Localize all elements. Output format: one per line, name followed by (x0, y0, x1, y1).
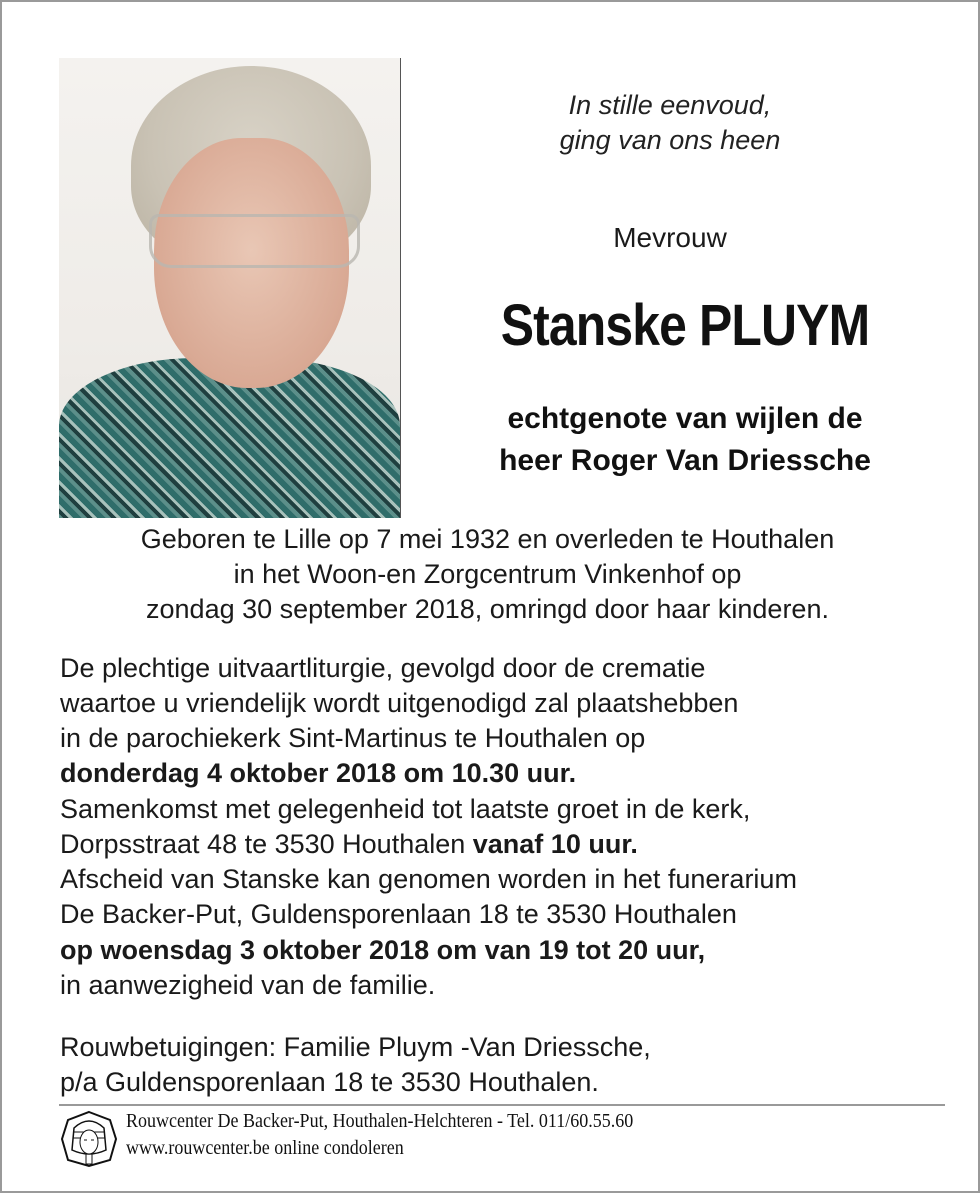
funeral-home-info: Rouwcenter De Backer-Put, Houthalen-Helchteren - Tel. 011/60.55.60 (126, 1110, 634, 1132)
website-link[interactable]: www.rouwcenter.be online condoleren (126, 1137, 404, 1159)
ceremony-line: Samenkomst met gelegenheid tot laatste groet in de kerk, (60, 794, 751, 824)
deceased-name: Stanske PLUYM (500, 293, 870, 358)
portrait-photo (59, 58, 400, 518)
visitation-date: op woensdag 3 oktober 2018 om van 19 tot 20 uur, (60, 935, 706, 965)
intro-line-2: ging van ons heen (559, 125, 781, 155)
ceremony-line: De plechtige uitvaartliturgie, gevolgd door de crematie (60, 653, 706, 683)
birth-line-2: in het Woon-en Zorgcentrum Vinkenhof op (233, 559, 742, 589)
gathering-time: vanaf 10 uur. (472, 829, 638, 859)
ceremony-line: waartoe u vriendelijk wordt uitgenodigd zal plaatshebben (60, 688, 739, 718)
footer-rule (59, 1104, 945, 1106)
spouse-line-2: heer Roger Van Driessche (499, 444, 871, 477)
intro-line-1: In stille eenvoud, (568, 90, 772, 120)
spouse-line-1: echtgenote van wijlen de (507, 402, 863, 435)
address-text: Dorpsstraat 48 te 3530 Houthalen (60, 829, 473, 859)
birth-line-3: zondag 30 september 2018, omringd door haar kinderen. (146, 594, 829, 624)
honorific: Mevrouw (613, 222, 727, 253)
condolences-line-1: Rouwbetuigingen: Familie Pluym -Van Driessche, (60, 1032, 651, 1062)
ceremony-line: De Backer-Put, Guldensporenlaan 18 te 3530 Houthalen (60, 899, 737, 929)
ceremony-line: Afscheid van Stanske kan genomen worden in het funerarium (60, 864, 797, 894)
ceremony-line: in de parochiekerk Sint-Martinus te Houthalen op (60, 723, 646, 753)
ceremony-line (60, 827, 638, 862)
birth-line-1: Geboren te Lille op 7 mei 1932 en overleden te Houthalen (140, 524, 835, 554)
ceremony-date: donderdag 4 oktober 2018 om 10.30 uur. (60, 758, 577, 788)
ceremony-line: in aanwezigheid van de familie. (60, 970, 436, 1000)
condolences-line-2: p/a Guldensporenlaan 18 te 3530 Houthalen. (60, 1067, 599, 1097)
divider-line (400, 58, 401, 518)
pharaoh-logo-icon (60, 1110, 118, 1168)
